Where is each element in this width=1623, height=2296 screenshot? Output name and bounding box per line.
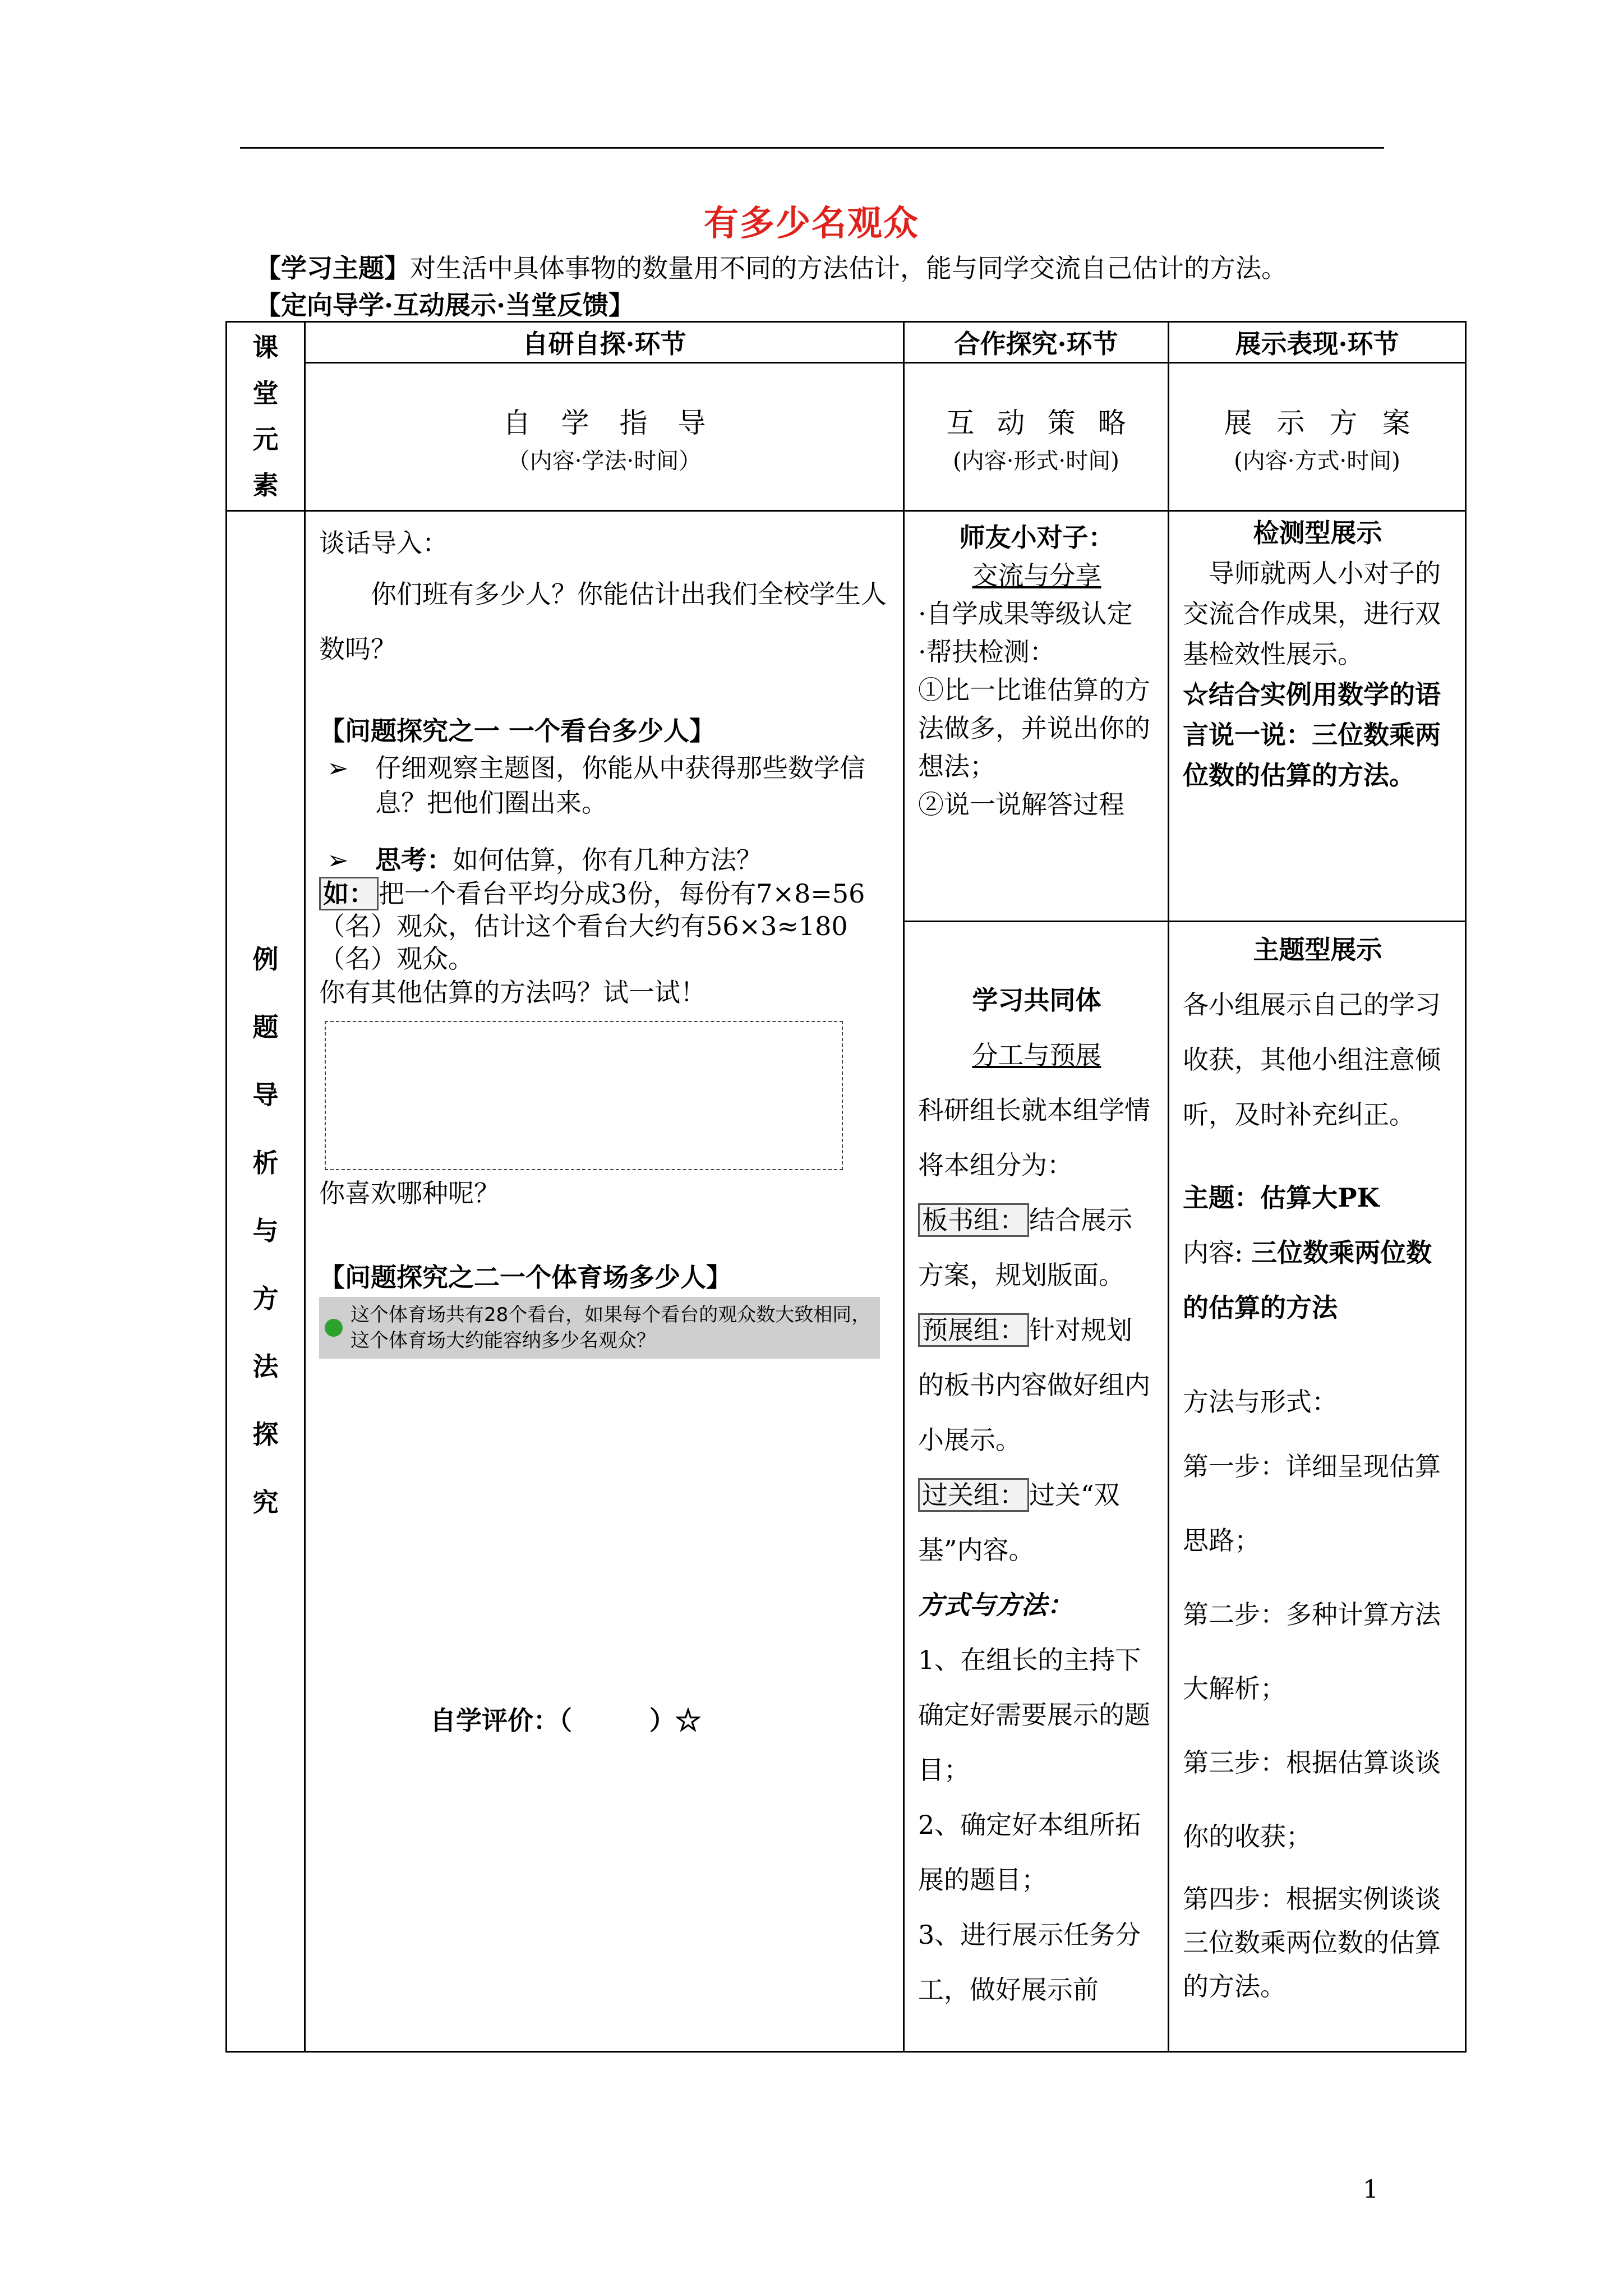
self-evaluation: 自学评价：（ ）☆ <box>430 1705 701 1736</box>
cooperate-bottom-cell <box>904 922 1169 2052</box>
arrow-bullet-icon: ➢ <box>327 753 349 783</box>
group-3: 过关组： 过关“双基”内容。 <box>918 1467 1155 1577</box>
show-bottom-title: 主题型展示 <box>1253 935 1382 965</box>
pair-check-1: ①比一比谁估算的方法做多，并说出你的想法； <box>918 675 1150 781</box>
show-top-bold: ☆结合实例用数学的语言说一说：三位数乘两位数的估算的方法。 <box>1183 679 1441 790</box>
step-3: 第三步：根据估算谈谈你的收获； <box>1183 1747 1441 1852</box>
theme-label: 【学习主题】 <box>255 253 410 283</box>
step-4: 第四步：根据实例谈谈三位数乘两位数的估算的方法。 <box>1183 1884 1441 2001</box>
sub-header-big: 互动策略 <box>946 407 1149 439</box>
sub-header-self-study <box>305 363 904 511</box>
other-method-text: 你有其他估算的方法吗？试一试！ <box>319 977 706 1007</box>
pair-bullet-1: ·自学成果等级认定 <box>918 599 1133 629</box>
row-label-char: 法 <box>252 1351 279 1382</box>
group-subtitle: 分工与预展 <box>972 1040 1101 1070</box>
sub-header-show <box>1169 363 1466 511</box>
row-label-char: 与 <box>252 1215 279 1246</box>
sub-header-small: (内容·形式·时间) <box>953 448 1119 474</box>
show-bottom-text: 各小组展示自己的学习收获，其他小组注意倾听，及时补充纠正。 <box>1183 990 1441 1130</box>
show-topic: 主题：估算大PK <box>1183 1182 1380 1213</box>
step-2: 第二步：多种计算方法大解析； <box>1183 1599 1441 1704</box>
page-title: 有多少名观众 <box>703 203 919 243</box>
row-label-char: 究 <box>252 1487 279 1517</box>
theme-text: 对生活中具体事物的数量用不同的方法估计，能与同学交流自己估计的方法。 <box>410 253 1287 283</box>
figure-text: 这个体育场共有28个看台，如果每个看台的观众数大致相同，这个体育场大约能容纳多少名观众？ <box>351 1304 871 1352</box>
green-dot-icon <box>325 1319 343 1337</box>
pair-subtitle: 交流与分享 <box>972 560 1101 591</box>
intro-text: 谈话导入： <box>319 528 448 558</box>
preference-text: 你喜欢哪种呢？ <box>319 1178 500 1208</box>
group-title: 学习共同体 <box>972 985 1101 1015</box>
sub-header-big: 自学指导 <box>502 407 736 439</box>
show-top-text: 导师就两人小对子的交流合作成果，进行双基检效性展示。 <box>1183 558 1441 669</box>
col0-char: 素 <box>252 470 279 500</box>
show-top-title: 检测型展示 <box>1253 518 1382 548</box>
col-header-elements <box>227 322 305 511</box>
sub-header-small: （内容·学法·时间） <box>507 448 702 474</box>
stadium-figure <box>319 1297 880 1359</box>
cooperate-top-cell <box>904 511 1169 922</box>
col0-char: 元 <box>252 424 279 454</box>
method-1: 1、在组长的主持下确定好需要展示的题目； <box>918 1645 1150 1785</box>
row-label-char: 探 <box>252 1419 279 1450</box>
method-3: 3、进行展示任务分工，做好展示前 <box>918 1920 1141 2005</box>
col-header-self-study: 自研自探·环节 <box>305 322 904 363</box>
self-study-cell <box>305 511 904 2052</box>
row-label-char: 析 <box>252 1147 279 1178</box>
col-header-show: 展示表现·环节 <box>1169 322 1466 363</box>
question2-title: 【问题探究之二一个体育场多少人】 <box>319 1262 732 1292</box>
show-bottom-cell <box>1169 922 1466 2052</box>
intro-question: 你们班有多少人？你能估计出我们全校学生人数吗？ <box>319 579 887 664</box>
sub-header-small: (内容·方式·时间) <box>1234 448 1400 474</box>
header-rule <box>240 147 1384 149</box>
sub-header-cooperate <box>904 363 1169 511</box>
lesson-table <box>225 321 1467 2053</box>
sub-header-big: 展示方案 <box>1224 407 1435 439</box>
show-method: 方法与形式： <box>1183 1387 1338 1417</box>
guide-line <box>255 285 634 322</box>
group-1: 板书组： 结合展示方案，规划版面。 <box>918 1193 1155 1303</box>
step-1: 第一步：详细呈现估算思路； <box>1183 1451 1441 1556</box>
question1-item2: ➢ 思考：如何估算，你有几种方法？ <box>319 843 891 877</box>
col-header-cooperate: 合作探究·环节 <box>904 322 1169 363</box>
show-top-cell <box>1169 511 1466 922</box>
method-title: 方式与方法： <box>918 1590 1073 1620</box>
col0-char: 堂 <box>252 378 279 408</box>
arrow-bullet-icon: ➢ <box>327 845 349 875</box>
col0-char: 课 <box>252 332 279 362</box>
group-2: 预展组： 针对规划的板书内容做好组内小展示。 <box>918 1303 1155 1467</box>
group-intro: 科研组长就本组学情将本组分为： <box>918 1095 1150 1180</box>
question1-title: 【问题探究之一 一个看台多少人】 <box>319 716 716 746</box>
row-label-char: 导 <box>252 1079 279 1110</box>
row-label-char: 方 <box>252 1283 279 1314</box>
row-label-char: 例 <box>252 944 279 974</box>
show-content: 内容: 三位数乘两位数的估算的方法 <box>1183 1237 1432 1323</box>
row-label <box>227 511 305 2052</box>
theme-line <box>255 248 1287 285</box>
pair-bullet-2: ·帮扶检测： <box>918 637 1055 667</box>
pair-check-2: ②说一说解答过程 <box>918 789 1124 820</box>
question1-item1: ➢ 仔细观察主题图，你能从中获得那些数学信息？把他们圈出来。 <box>319 751 891 820</box>
row-label-char: 题 <box>252 1011 279 1042</box>
pair-title: 师友小对子： <box>959 522 1114 553</box>
example-label: 如： <box>319 877 379 910</box>
answer-box[interactable] <box>325 1021 843 1170</box>
method-2: 2、确定好本组所拓展的题目； <box>918 1810 1141 1895</box>
guide-text: 【定向导学·互动展示·当堂反馈】 <box>255 290 635 320</box>
example-text: 如： 把一个看台平均分成3份，每份有7×8=56（名）观众，估计这个看台大约有56×3≈180（名）观众。 <box>319 877 891 975</box>
page-number: 1 <box>1363 2175 1378 2204</box>
